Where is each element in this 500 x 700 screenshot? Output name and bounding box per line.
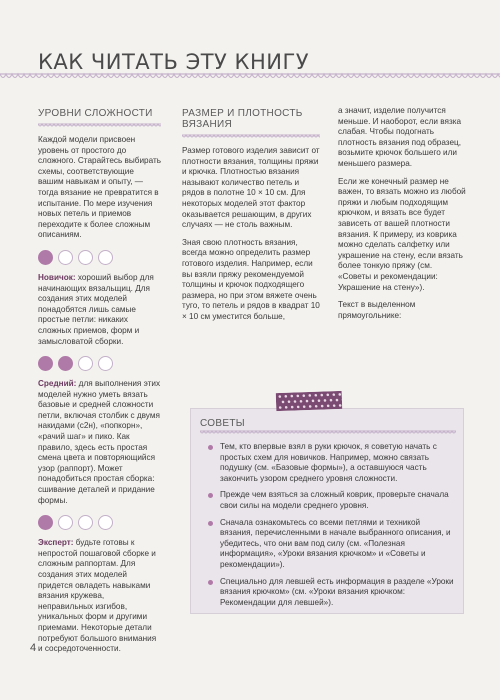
expert-description xyxy=(38,538,161,655)
bullet-icon xyxy=(208,521,213,526)
difficulty-circle-empty xyxy=(78,250,93,265)
continued-paragraph-1: а значит, изделие получится меньше. И наоборот, если вязка слабая. Чтобы подогнать плотность вязания под образец, возьмите крючок большего или меньшего размера. xyxy=(338,106,462,168)
page-title: КАК ЧИТАТЬ ЭТУ КНИГУ xyxy=(38,50,310,74)
intermediate-description xyxy=(38,379,161,506)
bullet-icon xyxy=(208,580,213,585)
title-scallop-border xyxy=(0,72,500,82)
difficulty-circle-filled xyxy=(38,515,53,530)
tips-scallop xyxy=(200,430,456,436)
difficulty-circle-empty xyxy=(98,250,113,265)
bullet-icon xyxy=(208,493,213,498)
continued-column xyxy=(338,106,466,328)
tip-item xyxy=(208,577,454,609)
expert-label: Эксперт: xyxy=(38,538,74,548)
tip-item xyxy=(208,490,454,511)
size-column xyxy=(182,108,320,330)
tip-text: Тем, кто впервые взял в руки крючок, я советую начать с простых схем для новичков. Например, можно связать подушку (см. «Базовые формы»), а оставшуюся часть закончить узором среднего уровня сложности. xyxy=(220,442,437,483)
difficulty-circle-filled xyxy=(38,356,53,371)
size-heading xyxy=(182,108,320,130)
difficulty-circle-empty xyxy=(58,515,73,530)
levels-column xyxy=(38,108,161,662)
continued-paragraph-3: Текст в выделенном прямоугольнике: xyxy=(338,300,416,320)
levels-heading: УРОВНИ СЛОЖНОСТИ xyxy=(38,108,153,119)
novice-label: Новичок: xyxy=(38,272,76,282)
intermediate-label: Средний: xyxy=(38,379,77,389)
size-heading-line1: РАЗМЕР И ПЛОТНОСТЬ xyxy=(182,108,303,119)
continued-paragraph-2: Если же конечный размер не важен, то вязать можно из любой пряжи и любым подходящим крючком, и вязать все будет зависеть от вашей плотности вязания. К примеру, из коврика можно сделать салфетку или украшение на стену, если вязать более тонкую пряжу (см. «Советы и рекомендации: Украшение на стену»). xyxy=(338,176,466,292)
tip-text: Специально для левшей есть информация в разделе «Уроки вязания крючком» (см. «Уроки вязания крючком: Рекомендации для левшей»). xyxy=(220,576,454,607)
size-paragraph-2: Зная свою плотность вязания, всегда можно определить размер готового изделия. Например, если вы взяли пряжу рекомендуемой толщины и крючок подходящего размера, но при этом вяжете очень туго, то петель и рядов в квадрат 10 × 10 см уместится больше, xyxy=(182,237,320,321)
tips-list xyxy=(208,442,454,614)
intermediate-text: для выполнения этих моделей нужно уметь вязать базовые и средней сложности петли, включая столбик с двумя накидами (с2н), «попкорн», «рачий шаг» и пико. Как правило, здесь есть простая смена цвета и повторяющийся узор (раппорт). Может понадобиться простая сборка: сшивание деталей и придание формы. xyxy=(38,379,161,505)
difficulty-circle-filled xyxy=(58,356,73,371)
levels-intro: Каждой модели присвоен уровень от простого до сложного. Старайтесь выбирать схемы, соответствующие вашим навыкам и опыту, — тогда вязание не превратится в испытание. По мере изучения новых петель и приемов переходите к более сложным описаниям. xyxy=(38,135,161,240)
difficulty-circle-empty xyxy=(78,515,93,530)
section-scallop xyxy=(38,123,161,129)
difficulty-intermediate xyxy=(38,356,161,371)
difficulty-circle-empty xyxy=(78,356,93,371)
size-heading-line2: ВЯЗАНИЯ xyxy=(182,119,233,130)
difficulty-novice xyxy=(38,250,161,265)
difficulty-circle-filled xyxy=(38,250,53,265)
difficulty-circle-empty xyxy=(98,515,113,530)
novice-text: хороший выбор для начинающих вязальщиц. Для создания этих моделей понадобятся лишь самые простые петли: никаких сложных приемов, форм и замысловатой сборки. xyxy=(38,272,154,346)
section-scallop xyxy=(182,134,320,140)
novice-description xyxy=(38,273,161,347)
tip-item xyxy=(208,518,454,571)
difficulty-circle-empty xyxy=(98,356,113,371)
expert-text: будьте готовы к непростой пошаговой сборке и сложным раппортам. Для создания этих моделей придется овладеть навыками вязания кружева, неправильных изгибов, уникальных форм и другими приемами. Некоторые детали потребуют большого внимания и сосредоточенности. xyxy=(38,538,157,654)
tip-item xyxy=(208,442,454,484)
washi-tape-decoration xyxy=(276,391,343,411)
page-number: 4 xyxy=(30,642,37,654)
tip-text: Прежде чем взяться за сложный коврик, проверьте сначала свои силы на модели среднего уровня. xyxy=(220,490,449,510)
size-paragraph-1: Размер готового изделия зависит от плотности вязания, толщины пряжи и крючка. Плотностью вязания называют количество петель и рядов в полотне 10 × 10 см. Для некоторых моделей этот фактор оказывается решающим, в других случаях — не столь важным. xyxy=(182,146,320,230)
bullet-icon xyxy=(208,445,213,450)
difficulty-expert xyxy=(38,515,161,530)
tip-text: Сначала ознакомьтесь со всеми петлями и техникой вязания, перечисленными в начале выбранного описания, и убедитесь, что они вам под силу (см. «Полезная информация», «Уроки вязания крючком» и «Советы и рекомендации»). xyxy=(220,517,451,569)
difficulty-circle-empty xyxy=(58,250,73,265)
tips-heading: СОВЕТЫ xyxy=(200,418,245,429)
